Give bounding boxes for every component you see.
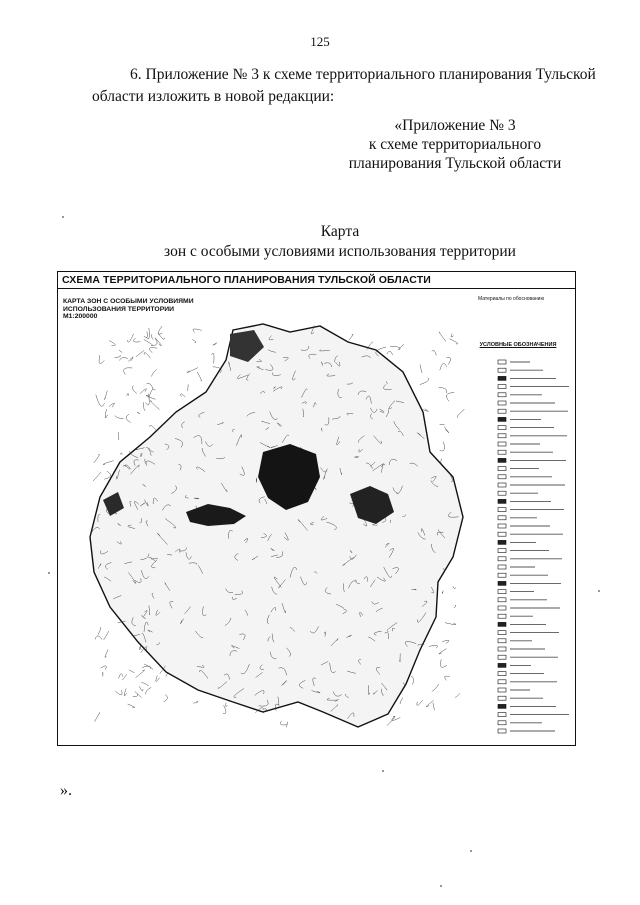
map-line [156,676,160,682]
legend-symbol [498,458,506,462]
legend-symbol [498,475,506,479]
legend-symbol [498,417,506,421]
map-line [440,659,447,667]
map-line [426,700,433,706]
map-line [132,386,137,394]
map-line [455,693,460,697]
legend-symbol [498,376,506,380]
scan-speck [598,590,600,592]
map-line [349,334,353,340]
map-legend [468,342,568,351]
map-line [417,700,423,705]
map-line [192,339,196,342]
legend-symbol [498,385,506,389]
legend-symbol [498,631,506,635]
closing-mark: ». [60,782,72,799]
map-line [109,403,114,407]
map-line [133,338,140,342]
legend-symbol [498,434,506,438]
map-line [158,326,162,334]
map-line [142,666,151,669]
legend-symbol [498,614,506,618]
map-line [93,472,101,481]
map-line [439,388,447,393]
amendment-paragraph: 6. Приложение № 3 к схеме территориального планирования Тульской области изложить в новой редакции: [92,66,596,105]
scan-speck [470,850,472,852]
map-line [144,332,148,338]
map-line [197,372,201,381]
legend-symbol [498,508,506,512]
map-line [127,393,129,395]
map-line [439,649,447,655]
map-line [144,340,153,346]
map-line [411,677,414,685]
map-line [104,471,110,479]
map-subtitle-line-1: КАРТА ЗОН С ОСОБЫМИ УСЛОВИЯМИ [63,298,194,305]
appendix-line-1: «Приложение № 3 [394,117,516,134]
map-line [109,341,115,346]
map-line [95,712,100,721]
map-line [166,673,169,676]
page-number: 125 [310,34,330,49]
map-line [447,357,451,364]
section-title [0,222,640,262]
legend-symbol [498,393,506,397]
map-line [119,357,128,360]
map-line [439,332,446,341]
map-line [444,427,449,433]
map-line [104,631,109,639]
legend-symbol [498,647,506,651]
map-line [223,705,226,713]
legend-symbol [498,598,506,602]
map-line [457,409,464,418]
map-line [129,670,135,673]
map-line [226,703,228,707]
scan-speck [62,216,64,218]
map-line [122,674,126,679]
legend-symbol [498,557,506,561]
map-line [420,378,429,385]
legend-symbol [498,467,506,471]
map-line [141,683,148,686]
map-line [150,348,158,353]
map-note: Материалы по обоснованию [478,296,545,302]
map-line [140,389,146,394]
map-line [139,646,141,650]
legend-symbol [498,409,506,413]
map-line [137,412,139,414]
map-line [193,329,202,333]
map-line [136,670,145,678]
legend-symbol [498,713,506,717]
map-line [144,402,146,410]
map-line [152,369,157,376]
map-line [423,409,428,412]
legend-symbol [498,704,506,708]
map-line [144,353,150,359]
map-line [95,636,102,640]
legend-symbol [498,450,506,454]
legend-symbol [498,581,506,585]
map-line [94,454,99,462]
map-line [280,721,286,725]
legend-symbol [498,655,506,659]
map-line [164,694,168,702]
section-title-line-1: Карта [320,223,360,240]
legend-title: УСЛОВНЫЕ ОБОЗНАЧЕНИЯ [479,342,557,348]
map-line [105,650,108,658]
legend-symbol [498,540,506,544]
legend-symbol [498,532,506,536]
map-line [115,416,124,419]
map-line [429,645,438,648]
map-line [99,355,104,363]
legend-symbol [498,426,506,430]
map-line [213,343,217,345]
map-line [432,684,439,691]
map-line [105,409,107,418]
map-line [118,432,119,440]
map-line [150,425,157,430]
legend-symbol [498,565,506,569]
legend-symbol [498,729,506,733]
map-line [387,351,393,355]
map-line [98,627,101,635]
legend-symbol [498,672,506,676]
map-line [119,350,122,353]
map-line [420,365,422,373]
map-line [128,357,133,362]
map-line [144,664,153,670]
map-line [181,394,186,397]
map-line [103,461,113,465]
legend-symbol [498,442,506,446]
legend-symbol [498,368,506,372]
map-line [136,350,144,356]
section-title-line-2: зон с особыми условиями использования территории [164,243,516,260]
legend-symbol [498,401,506,405]
legend-symbol [498,721,506,725]
map-line [433,703,435,711]
scan-speck [440,885,442,887]
legend-symbol [498,360,506,364]
legend-symbol [498,491,506,495]
map-line [133,691,138,696]
map-line [150,401,159,410]
region-outline [90,324,463,727]
legend-symbol [498,483,506,487]
map-line [128,704,135,708]
map-line [152,334,154,339]
legend-symbol [498,663,506,667]
legend-symbol [498,516,506,520]
map-line [149,389,156,398]
legend-symbols [498,360,569,733]
map-line [105,391,108,400]
map-line [127,334,133,342]
map-line [432,350,437,355]
map-line [451,334,454,337]
appendix-heading [330,116,580,173]
map-line [138,694,142,698]
map-line [450,339,458,344]
map-line [442,640,449,643]
map-title: СХЕМА ТЕРРИТОРИАЛЬНОГО ПЛАНИРОВАНИЯ ТУЛЬСКОЙ ОБЛАСТИ [62,274,431,286]
legend-symbol [498,499,506,503]
map-line [115,690,122,695]
legend-symbol [498,622,506,626]
title-band-divider [58,288,575,289]
scan-speck [382,770,384,772]
map-line [398,344,404,350]
map-line [454,605,456,608]
map-line [124,368,133,375]
map-line [445,676,450,680]
scan-speck [48,572,50,574]
map-line [442,591,443,594]
map-line [126,414,131,422]
map-line [146,395,156,399]
map-line [101,666,107,670]
map-line [440,442,445,451]
legend-symbol [498,639,506,643]
legend-symbol [498,549,506,553]
appendix-line-3: планирования Тульской области [348,155,562,172]
map-line [146,687,151,694]
legend-symbol [498,688,506,692]
map-line [115,355,121,358]
map-figure [57,271,576,746]
map-line [400,698,403,704]
map-line [120,453,122,455]
map-line [124,688,126,695]
map-line [211,353,214,363]
map-line [445,623,456,625]
appendix-line-2: к схеме территориального [368,136,542,153]
legend-symbol [498,606,506,610]
map-line [387,716,395,725]
map-line [139,686,143,691]
map-line [187,368,198,373]
map-line [453,586,456,589]
map-line [119,674,123,679]
legend-symbol [498,680,506,684]
map-line [440,363,447,370]
map-line [446,393,454,402]
map-line [96,395,105,407]
legend-symbol [498,524,506,528]
map-subtitle-line-2: ИСПОЛЬЗОВАНИЯ ТЕРРИТОРИИ [63,305,174,313]
legend-symbol [498,590,506,594]
map-subtitle [63,298,194,321]
map-scale: М1:200000 [63,313,98,321]
legend-symbol [498,696,506,700]
map-line [193,701,198,703]
map-line [147,383,154,389]
legend-symbol [498,573,506,577]
